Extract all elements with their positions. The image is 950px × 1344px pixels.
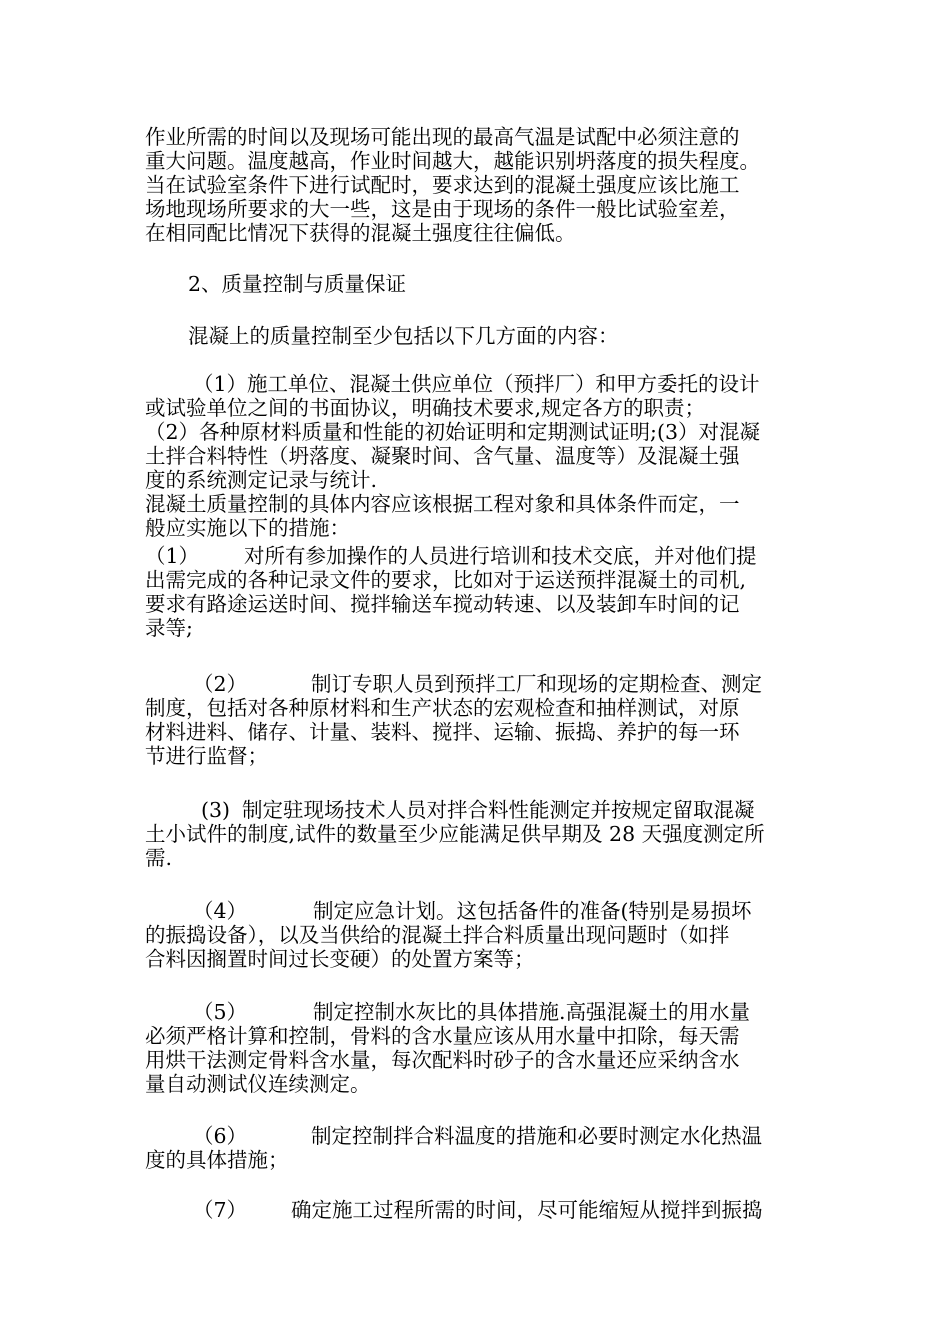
text-line: （2）各种原材料质量和性能的初始证明和定期测试证明;(3）对混凝	[145, 420, 760, 444]
text-line	[145, 1198, 805, 1222]
text-line: 制度，包括对各种原材料和生产状态的宏观检查和抽样测试，对原	[145, 696, 740, 720]
item-number: （7）	[193, 1198, 248, 1222]
item-text: 制定驻现场技术人员对拌合料性能测定并按规定留取混凝	[242, 798, 755, 822]
item-number: （1）	[145, 544, 200, 568]
text-line: 或试验单位之间的书面协议，明确技术要求,规定各方的职责；	[145, 396, 706, 420]
item-number: (3)	[201, 798, 231, 822]
item-text: 制定控制水灰比的具体措施.高强混凝土的用水量	[313, 1000, 751, 1024]
text-line	[145, 544, 805, 568]
text-line: 用烘干法测定骨料含水量，每次配料时砂子的含水量还应采纳含水	[145, 1048, 740, 1072]
measure-item-7	[145, 1198, 805, 1222]
text-line: 要求有路途运送时间、搅拌输送车搅动转速、以及装卸车时间的记	[145, 592, 740, 616]
paragraph-trial-mix	[145, 125, 805, 245]
text-line: 节进行监督；	[145, 744, 268, 768]
text-line: 需.	[145, 846, 173, 870]
text-line: 录等;	[145, 616, 193, 640]
paragraph-quality-items	[145, 372, 805, 540]
measure-item-3	[145, 798, 805, 870]
text-line	[145, 798, 805, 822]
text-line	[145, 1124, 805, 1148]
text-line: 量自动测试仪连续测定。	[145, 1072, 371, 1096]
text-line: 土拌合料特性（坍落度、凝聚时间、含气量、温度等）及混凝土强	[145, 444, 740, 468]
measure-item-1	[145, 544, 805, 640]
item-text: 制订专职人员到预拌工厂和现场的定期检查、测定	[311, 672, 763, 696]
measure-item-5	[145, 1000, 805, 1096]
intro-paragraph	[145, 324, 805, 348]
section-heading	[145, 272, 805, 296]
text-line: 度的系统测定记录与统计.	[145, 468, 378, 492]
text-line: 般应实施以下的措施：	[145, 516, 350, 540]
text-line	[145, 899, 805, 923]
text-line: 当在试验室条件下进行试配时，要求达到的混凝土强度应该比施工	[145, 173, 740, 197]
item-number: （2）	[193, 672, 248, 696]
text-line: 必须严格计算和控制，骨料的含水量应该从用水量中扣除，每天需	[145, 1024, 740, 1048]
item-text: 确定施工过程所需的时间，尽可能缩短从搅拌到振捣	[291, 1198, 763, 1222]
text-line: 的振捣设备），以及当供给的混凝土拌合料质量出现问题时（如拌	[145, 923, 730, 947]
item-number: （6）	[193, 1124, 248, 1148]
text-line: 在相同配比情况下获得的混凝土强度往往偏低。	[145, 221, 576, 245]
text-line: 合料因搁置时间过长变硬）的处置方案等；	[145, 947, 535, 971]
text-line: 场地现场所要求的大一些，这是由于现场的条件一般比试验室差，	[145, 197, 740, 221]
item-number: （4）	[193, 899, 248, 923]
text-line: （1）施工单位、混凝土供应单位（预拌厂）和甲方委托的设计	[193, 372, 760, 396]
item-text: 制定应急计划。这包括备件的准备(特别是易损坏	[313, 899, 752, 923]
measure-item-4	[145, 899, 805, 971]
text-line: 重大问题。温度越高，作业时间越大，越能识别坍落度的损失程度。	[145, 149, 760, 173]
heading-text: 2、质量控制与质量保证	[188, 272, 407, 296]
item-text: 制定控制拌合料温度的措施和必要时测定水化热温	[311, 1124, 763, 1148]
intro-text: 混凝上的质量控制至少包括以下几方面的内容：	[188, 324, 619, 348]
text-line	[145, 672, 805, 696]
measure-item-6	[145, 1124, 805, 1172]
text-line: 材料进料、储存、计量、装料、搅拌、运输、振捣、养护的每一环	[145, 720, 740, 744]
text-line	[145, 1000, 805, 1024]
text-line: 土小试件的制度,试件的数量至少应能满足供早期及 28 天强度测定所	[145, 822, 765, 846]
text-line: 混凝土质量控制的具体内容应该根据工程对象和具体条件而定，一	[145, 492, 740, 516]
item-text: 对所有参加操作的人员进行培训和技术交底，并对他们提	[244, 544, 757, 568]
item-number: （5）	[193, 1000, 248, 1024]
measure-item-2	[145, 672, 805, 768]
text-line: 度的具体措施；	[145, 1148, 289, 1172]
text-line: 出需完成的各种记录文件的要求，比如对于运送预拌混凝土的司机,	[145, 568, 747, 592]
text-line: 作业所需的时间以及现场可能出现的最高气温是试配中必须注意的	[145, 125, 740, 149]
